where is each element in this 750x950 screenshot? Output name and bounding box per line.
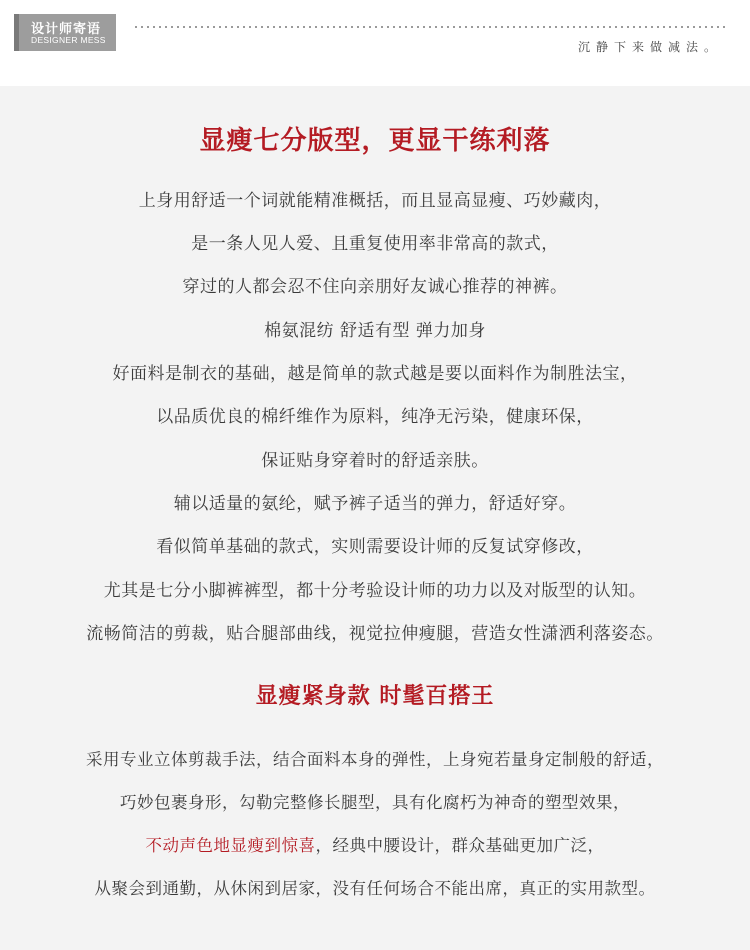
section2-line-3-rest: ，经典中腰设计，群众基础更加广泛， — [315, 836, 605, 855]
content-panel — [0, 86, 750, 950]
section1-line-1: 上身用舒适一个词就能精准概括，而且显高显瘦、巧妙藏肉， — [138, 191, 612, 211]
section1-line-7: 保证贴身穿着时的舒适亲肤。 — [261, 451, 489, 471]
section1-line-9: 看似简单基础的款式，实则需要设计师的反复试穿修改， — [156, 537, 594, 557]
dashed-divider — [135, 26, 725, 28]
section2-line-1: 采用专业立体剪裁手法，结合面料本身的弹性，上身宛若量身定制般的舒适， — [86, 750, 664, 769]
section1-line-2: 是一条人见人爱、且重复使用率非常高的款式， — [191, 234, 559, 254]
section1-line-10: 尤其是七分小脚裤裤型，都十分考验设计师的功力以及对版型的认知。 — [103, 581, 647, 601]
section2-title: 显瘦紧身款 时髦百搭王 — [255, 683, 495, 709]
section2-line-3 — [0, 832, 750, 856]
badge-subtitle: DESIGNER MESS — [31, 35, 106, 45]
badge-title: 设计师寄语 — [31, 22, 102, 37]
section1-title: 显瘦七分版型，更显干练利落 — [199, 126, 551, 156]
section1-line-4: 棉氨混纺 舒适有型 弹力加身 — [264, 321, 486, 341]
section2-line-4: 从聚会到通勤，从休闲到居家，没有任何场合不能出席，真正的实用款型。 — [94, 879, 656, 898]
section1-line-6: 以品质优良的棉纤维作为原料，纯净无污染，健康环保， — [156, 407, 594, 427]
highlight-text: 不动声色地显瘦到惊喜 — [145, 836, 316, 855]
section1-line-11: 流畅简洁的剪裁，贴合腿部曲线，视觉拉伸瘦腿，营造女性潇洒利落姿态。 — [86, 624, 664, 644]
header-bar — [0, 0, 750, 86]
section1-line-3: 穿过的人都会忍不住向亲朋好友诚心推荐的神裤。 — [182, 277, 568, 297]
designer-badge — [14, 14, 116, 51]
motto-text: 沉静下来做减法。 — [577, 40, 722, 54]
section2-line-2: 巧妙包裹身形，勾勒完整修长腿型，具有化腐朽为神奇的塑型效果， — [120, 793, 630, 812]
section1-line-8: 辅以适量的氨纶，赋予裤子适当的弹力，舒适好穿。 — [173, 494, 577, 514]
section1-line-5: 好面料是制衣的基础，越是简单的款式越是要以面料作为制胜法宝， — [112, 364, 638, 384]
